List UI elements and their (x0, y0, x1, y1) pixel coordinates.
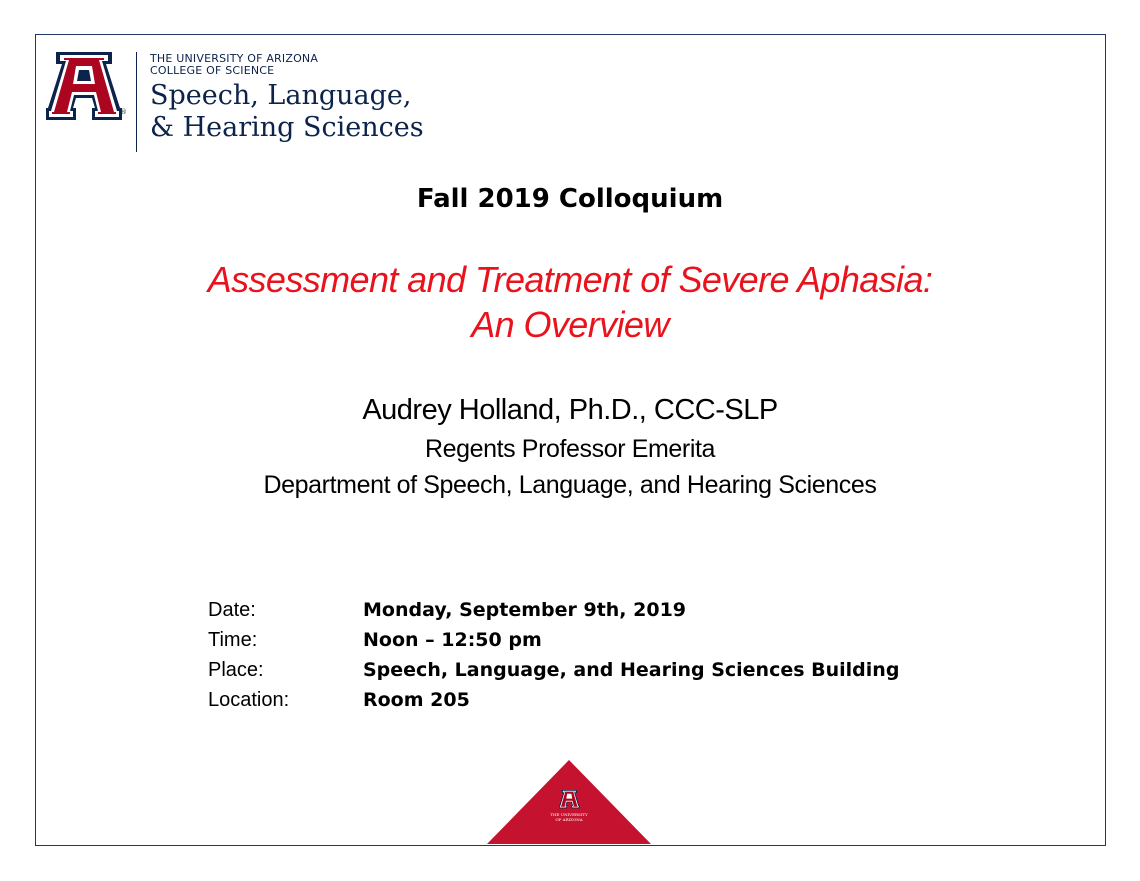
detail-label: Date: (208, 599, 256, 621)
university-a-logo (46, 52, 122, 120)
detail-label: Time: (208, 629, 258, 651)
college-name: COLLEGE OF SCIENCE (150, 64, 275, 77)
detail-row-location (208, 685, 899, 715)
footer-university-line-2: OF ARIZONA (555, 817, 583, 822)
department-line-1: Speech, Language, (150, 80, 412, 111)
department-line-2: & Hearing Sciences (150, 112, 424, 143)
talk-title-line-2: An Overview (471, 304, 669, 345)
speaker-position: Regents Professor Emerita (424, 435, 716, 463)
talk-title-line-1: Assessment and Treatment of Severe Aphasia: (207, 259, 933, 300)
detail-value: Room 205 (363, 689, 470, 711)
detail-label: Location: (208, 689, 290, 711)
speaker-department: Department of Speech, Language, and Hearing Sciences (263, 471, 877, 499)
university-wordmark (150, 53, 318, 77)
department-wordmark (150, 80, 424, 144)
detail-value: Speech, Language, and Hearing Sciences Building (363, 659, 900, 681)
event-details (208, 595, 899, 715)
detail-row-place (208, 655, 899, 685)
detail-label: Place: (208, 659, 264, 681)
university-name: THE UNIVERSITY OF ARIZONA (150, 52, 319, 65)
footer-university-line-1: THE UNIVERSITY (550, 812, 588, 817)
detail-row-date (208, 595, 899, 625)
detail-value: Noon – 12:50 pm (363, 629, 542, 651)
detail-row-time (208, 625, 899, 655)
detail-value: Monday, September 9th, 2019 (363, 599, 687, 621)
registered-mark: ® (120, 108, 127, 116)
speaker-name: Audrey Holland, Ph.D., CCC-SLP (362, 394, 778, 426)
footer-triangle-logo (487, 760, 651, 844)
colloquium-series: Fall 2019 Colloquium (416, 184, 724, 214)
talk-title (0, 257, 1140, 347)
logo-divider (136, 52, 137, 152)
